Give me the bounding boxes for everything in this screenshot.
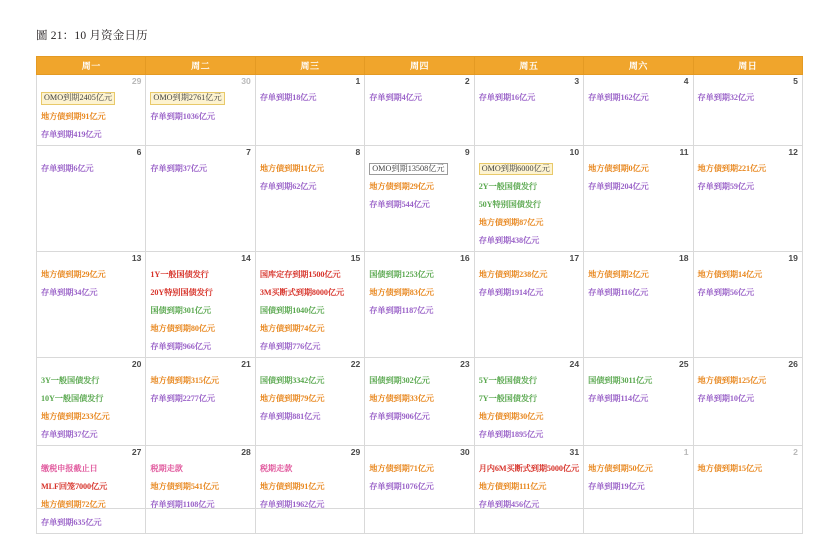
day-number: 7 xyxy=(246,146,251,157)
calendar-event: 存单到期1108亿元 xyxy=(150,500,215,509)
weekday-header-sun: 周日 xyxy=(693,57,802,75)
calendar-day-cell[interactable] xyxy=(693,358,802,446)
calendar-event-line xyxy=(698,388,799,406)
calendar-event-line xyxy=(369,406,470,424)
calendar-event: 存单到期776亿元 xyxy=(259,342,321,351)
calendar-event-line xyxy=(150,336,251,354)
calendar-event-line xyxy=(150,300,251,318)
calendar-event-line xyxy=(150,370,251,388)
day-number: 29 xyxy=(131,76,142,86)
calendar-event-line xyxy=(698,370,799,388)
calendar-event: 国债到期3342亿元 xyxy=(259,376,325,385)
day-number: 24 xyxy=(569,359,580,369)
calendar-event-line xyxy=(41,494,142,512)
day-number: 17 xyxy=(569,253,580,263)
day-number: 13 xyxy=(131,253,142,263)
calendar-event-line xyxy=(260,264,361,282)
calendar-day-cell[interactable] xyxy=(474,252,583,358)
calendar-day-cell[interactable] xyxy=(37,145,146,252)
calendar-day-cell[interactable] xyxy=(255,75,364,146)
calendar-day-cell[interactable] xyxy=(37,252,146,358)
calendar-event-line xyxy=(369,476,470,494)
calendar-event: 存单到期1914亿元 xyxy=(478,288,544,297)
calendar-event-line xyxy=(41,124,142,142)
calendar-day-cell[interactable] xyxy=(693,75,802,146)
calendar-event-line xyxy=(41,406,142,424)
calendar-event-line xyxy=(479,87,580,105)
calendar-day-cell[interactable] xyxy=(474,358,583,446)
day-number: 6 xyxy=(136,146,142,157)
calendar-event-line xyxy=(150,87,251,106)
calendar-event: 7Y一般国债发行 xyxy=(478,394,538,403)
day-number: 4 xyxy=(683,76,689,86)
day-number: 30 xyxy=(460,447,470,457)
calendar-event: 地方债到期315亿元 xyxy=(150,376,220,385)
calendar-event: OMO到期2405亿元 xyxy=(41,92,115,105)
calendar-event-line xyxy=(588,282,689,300)
calendar-event-line xyxy=(41,264,142,282)
calendar-event: 存单到期881亿元 xyxy=(259,412,321,421)
calendar-event-line xyxy=(41,106,142,124)
day-number: 20 xyxy=(131,359,142,369)
calendar-event-line xyxy=(479,212,580,230)
calendar-event-line xyxy=(260,476,361,494)
calendar-event: 地方债到期50亿元 xyxy=(588,464,653,473)
calendar-day-cell[interactable] xyxy=(37,358,146,446)
calendar-day-cell[interactable] xyxy=(365,145,474,252)
day-number: 28 xyxy=(241,447,251,457)
calendar-event: 存单到期2277亿元 xyxy=(150,394,215,403)
calendar-event: 存单到期6亿元 xyxy=(41,163,94,173)
calendar-event: 地方债到期74亿元 xyxy=(259,324,325,333)
day-number: 10 xyxy=(569,146,580,157)
calendar-week-row xyxy=(37,358,803,446)
calendar-event: 税期走款 xyxy=(259,464,293,473)
calendar-event-line xyxy=(150,458,251,476)
calendar-day-cell[interactable] xyxy=(146,446,255,534)
calendar-event: 存单到期37亿元 xyxy=(41,430,98,439)
calendar-event-line xyxy=(150,282,251,300)
calendar-event-line xyxy=(479,406,580,424)
calendar-event-line xyxy=(369,300,470,318)
calendar-event-line xyxy=(369,87,470,105)
calendar-event: 存单到期419亿元 xyxy=(41,129,102,139)
calendar-day-cell[interactable] xyxy=(37,75,146,146)
figure-title: 圖 21：10 月资金日历 xyxy=(36,30,148,42)
calendar-event-line xyxy=(41,512,142,530)
day-number: 22 xyxy=(350,359,361,369)
calendar-event: 国债到期1040亿元 xyxy=(259,306,325,315)
calendar-event: 存单到期635亿元 xyxy=(41,518,102,527)
calendar-event-line xyxy=(479,388,580,406)
calendar-event: 存单到期10亿元 xyxy=(697,394,755,403)
calendar-day-cell[interactable] xyxy=(365,446,474,534)
calendar-event-line xyxy=(369,370,470,388)
weekday-header-sat: 周六 xyxy=(584,57,693,75)
day-number: 14 xyxy=(241,253,251,263)
calendar-event: 地方债到期71亿元 xyxy=(369,464,434,473)
calendar-event-line xyxy=(41,388,142,406)
calendar-event: 存单到期62亿元 xyxy=(259,181,317,191)
calendar-event-line xyxy=(260,458,361,476)
calendar-event-line xyxy=(369,458,470,476)
calendar-day-cell[interactable] xyxy=(37,446,146,534)
calendar-event-line xyxy=(369,264,470,282)
calendar-event: 存单到期37亿元 xyxy=(150,163,207,173)
calendar-event: 存单到期1962亿元 xyxy=(259,500,325,509)
day-number: 26 xyxy=(788,359,798,369)
calendar-day-cell[interactable] xyxy=(146,358,255,446)
calendar-event-line xyxy=(479,230,580,248)
calendar-event-line xyxy=(698,158,799,176)
day-number: 1 xyxy=(683,447,689,457)
calendar-event: 存单到期456亿元 xyxy=(478,500,540,509)
calendar-event: 存单到期204亿元 xyxy=(588,181,649,191)
calendar-week-row xyxy=(37,145,803,252)
calendar-event-line xyxy=(150,476,251,494)
calendar-event-line xyxy=(41,282,142,300)
calendar-event: OMO到期13508亿元 xyxy=(369,163,447,176)
calendar-event-line xyxy=(479,158,580,177)
calendar-day-cell[interactable] xyxy=(474,75,583,146)
calendar-event-line xyxy=(698,458,799,476)
calendar-week-row xyxy=(37,252,803,358)
calendar-day-cell[interactable] xyxy=(146,252,255,358)
weekday-header-mon: 周一 xyxy=(37,57,146,75)
calendar-event-line xyxy=(698,264,799,282)
calendar-event-line xyxy=(588,370,689,388)
calendar-event: OMO到期2761亿元 xyxy=(150,92,224,105)
day-number: 23 xyxy=(460,359,470,369)
calendar-event: 地方债到期2亿元 xyxy=(588,270,649,279)
day-number: 3 xyxy=(574,76,580,86)
weekday-header-fri: 周五 xyxy=(474,57,583,75)
calendar-event: 国债到期301亿元 xyxy=(150,306,211,315)
calendar-event-line xyxy=(150,318,251,336)
calendar-week-row xyxy=(37,75,803,146)
calendar-day-cell[interactable] xyxy=(255,252,364,358)
day-number: 12 xyxy=(788,146,798,157)
day-number: 21 xyxy=(241,359,251,369)
calendar-event-line xyxy=(369,388,470,406)
calendar-event: 国债到期1253亿元 xyxy=(369,270,434,279)
calendar-event-line xyxy=(479,194,580,212)
calendar-event-line xyxy=(41,158,142,176)
calendar-event-line xyxy=(260,87,361,105)
calendar-event-line xyxy=(479,424,580,442)
calendar-event-line xyxy=(41,424,142,442)
calendar-event-line xyxy=(588,458,689,476)
calendar-event: 存单到期1036亿元 xyxy=(150,111,215,121)
day-number: 16 xyxy=(460,253,470,263)
day-number: 19 xyxy=(788,253,798,263)
calendar-event-line xyxy=(260,336,361,354)
funding-calendar xyxy=(36,56,802,534)
calendar-event-line xyxy=(260,300,361,318)
day-number: 2 xyxy=(464,76,470,86)
calendar-event-line xyxy=(479,494,580,512)
calendar-day-cell[interactable] xyxy=(146,145,255,252)
calendar-event: 5Y一般国债发行 xyxy=(478,376,538,385)
calendar-event: OMO到期6000亿元 xyxy=(479,163,553,176)
calendar-event: 存单到期16亿元 xyxy=(478,93,536,102)
calendar-event-line xyxy=(479,370,580,388)
calendar-day-cell[interactable] xyxy=(584,75,693,146)
calendar-day-cell[interactable] xyxy=(146,75,255,146)
calendar-day-cell[interactable] xyxy=(365,358,474,446)
calendar-event: 地方债到期14亿元 xyxy=(697,270,763,279)
calendar-event: 缴税申报截止日 xyxy=(41,464,98,473)
calendar-event: 国债到期3011亿元 xyxy=(588,376,653,385)
calendar-event: 地方债到期91亿元 xyxy=(259,482,325,491)
day-number: 1 xyxy=(355,76,361,86)
calendar-event-line xyxy=(260,282,361,300)
calendar-event-line xyxy=(588,158,689,176)
calendar-day-cell[interactable] xyxy=(584,358,693,446)
calendar-event: 国债到期302亿元 xyxy=(369,376,430,385)
calendar-event-line xyxy=(369,158,470,177)
calendar-event-line xyxy=(260,494,361,512)
calendar-event-line xyxy=(41,370,142,388)
calendar-event: 月内6M买断式到期5000亿元 xyxy=(478,464,580,473)
calendar-body xyxy=(37,75,803,534)
calendar-event: 存单到期18亿元 xyxy=(259,93,317,102)
calendar-event: 存单到期56亿元 xyxy=(697,288,755,297)
calendar-event-line xyxy=(588,388,689,406)
calendar-event: 地方债到期72亿元 xyxy=(41,500,106,509)
weekday-header-tue: 周二 xyxy=(146,57,255,75)
calendar-event-line xyxy=(698,282,799,300)
day-number: 31 xyxy=(569,447,580,457)
calendar-event: 地方债到期541亿元 xyxy=(150,482,220,491)
calendar-event-line xyxy=(479,458,580,476)
calendar-event-line xyxy=(479,282,580,300)
calendar-event: 地方债到期11亿元 xyxy=(259,163,324,173)
calendar-event: 地方债到期221亿元 xyxy=(697,163,767,173)
calendar-event: 存单到期59亿元 xyxy=(697,181,755,191)
calendar-day-cell[interactable] xyxy=(365,75,474,146)
calendar-event: 地方债到期0亿元 xyxy=(588,163,649,173)
calendar-day-cell[interactable] xyxy=(365,252,474,358)
calendar-event-line xyxy=(260,176,361,194)
calendar-event: 存单到期114亿元 xyxy=(588,394,649,403)
footer-divider xyxy=(36,508,802,509)
calendar-event: 地方债到期29亿元 xyxy=(369,182,434,191)
day-number: 25 xyxy=(678,359,689,369)
calendar-event-line xyxy=(41,87,142,106)
calendar-event-line xyxy=(150,388,251,406)
calendar-event: 存单到期906亿元 xyxy=(369,412,430,421)
calendar-day-cell[interactable] xyxy=(255,446,364,534)
calendar-event: 3Y一般国债发行 xyxy=(41,376,100,385)
calendar-event: 存单到期162亿元 xyxy=(588,93,649,102)
calendar-event: 存单到期544亿元 xyxy=(369,200,430,209)
calendar-day-cell[interactable] xyxy=(693,145,802,252)
day-number: 30 xyxy=(241,76,251,86)
calendar-header-row xyxy=(37,57,803,75)
calendar-event: 存单到期32亿元 xyxy=(697,93,755,102)
calendar-event-line xyxy=(260,388,361,406)
calendar-day-cell[interactable] xyxy=(584,446,693,534)
calendar-day-cell[interactable] xyxy=(255,145,364,252)
day-number: 9 xyxy=(464,146,470,157)
calendar-event-line xyxy=(41,476,142,494)
calendar-event: 地方债到期233亿元 xyxy=(41,412,110,421)
weekday-header-wed: 周三 xyxy=(255,57,364,75)
calendar-event: 地方债到期29亿元 xyxy=(41,270,106,279)
calendar-event: 地方债到期91亿元 xyxy=(41,111,106,121)
calendar-event-line xyxy=(588,264,689,282)
calendar-event-line xyxy=(698,87,799,105)
calendar-event: 地方债到期87亿元 xyxy=(478,218,544,227)
calendar-day-cell[interactable] xyxy=(584,145,693,252)
calendar-event-line xyxy=(260,158,361,176)
calendar-day-cell[interactable] xyxy=(693,446,802,534)
calendar-event-line xyxy=(479,264,580,282)
calendar-event: 3M买断式到期8000亿元 xyxy=(259,288,345,297)
calendar-event: 存单到期116亿元 xyxy=(588,288,649,297)
calendar-event: 地方债到期30亿元 xyxy=(478,412,544,421)
calendar-event-line xyxy=(588,87,689,105)
day-number: 2 xyxy=(793,447,798,457)
calendar-event: 地方债到期238亿元 xyxy=(478,270,548,279)
calendar-event-line xyxy=(41,458,142,476)
calendar-event: 存单到期1187亿元 xyxy=(369,306,434,315)
day-number: 15 xyxy=(350,253,361,263)
calendar-day-cell[interactable] xyxy=(584,252,693,358)
day-number: 27 xyxy=(131,447,142,457)
weekday-header-thu: 周四 xyxy=(365,57,474,75)
day-number: 8 xyxy=(355,146,361,157)
calendar-event: 20Y特别国债发行 xyxy=(150,288,213,297)
calendar-event: 存单到期34亿元 xyxy=(41,288,98,297)
calendar-event: 地方债到期79亿元 xyxy=(259,394,325,403)
calendar-day-cell[interactable] xyxy=(693,252,802,358)
calendar-table xyxy=(36,56,803,534)
calendar-event: MLF回笼7000亿元 xyxy=(41,482,108,491)
calendar-event: 存单到期1895亿元 xyxy=(478,430,544,439)
calendar-event: 地方债到期80亿元 xyxy=(150,324,216,333)
calendar-event-line xyxy=(260,406,361,424)
calendar-event-line xyxy=(260,370,361,388)
calendar-event-line xyxy=(479,176,580,194)
day-number: 11 xyxy=(679,146,689,157)
day-number: 29 xyxy=(350,447,361,457)
calendar-event-line xyxy=(698,176,799,194)
calendar-event-line xyxy=(588,476,689,494)
calendar-event: 1Y一般国债发行 xyxy=(150,270,209,279)
day-number: 18 xyxy=(678,253,689,263)
calendar-event: 地方债到期83亿元 xyxy=(369,288,434,297)
calendar-event: 存单到期966亿元 xyxy=(150,342,211,351)
calendar-event: 存单到期19亿元 xyxy=(588,482,645,491)
day-number: 5 xyxy=(793,76,798,86)
calendar-event: 税期走款 xyxy=(150,464,183,473)
calendar-event-line xyxy=(588,176,689,194)
calendar-event-line xyxy=(369,282,470,300)
calendar-event: 50Y特别国债发行 xyxy=(478,200,542,209)
calendar-event-line xyxy=(260,318,361,336)
calendar-event: 地方债到期15亿元 xyxy=(697,464,763,473)
calendar-event-line xyxy=(369,194,470,212)
calendar-event-line xyxy=(369,176,470,194)
calendar-event: 国库定存到期1500亿元 xyxy=(259,270,341,279)
calendar-event: 10Y一般国债发行 xyxy=(41,394,104,403)
calendar-event-line xyxy=(150,158,251,176)
calendar-event-line xyxy=(479,476,580,494)
calendar-event: 地方债到期33亿元 xyxy=(369,394,434,403)
calendar-event: 地方债到期111亿元 xyxy=(478,482,547,491)
calendar-event: 地方债到期125亿元 xyxy=(697,376,767,385)
calendar-event: 2Y一般国债发行 xyxy=(478,182,538,191)
calendar-day-cell[interactable] xyxy=(474,145,583,252)
calendar-event: 存单到期1076亿元 xyxy=(369,482,434,491)
calendar-event-line xyxy=(150,106,251,124)
calendar-event-line xyxy=(150,494,251,512)
calendar-event: 存单到期438亿元 xyxy=(478,236,540,245)
calendar-week-row xyxy=(37,446,803,534)
calendar-event-line xyxy=(150,264,251,282)
calendar-day-cell[interactable] xyxy=(255,358,364,446)
calendar-event: 存单到期4亿元 xyxy=(369,93,422,102)
calendar-day-cell[interactable] xyxy=(474,446,583,534)
